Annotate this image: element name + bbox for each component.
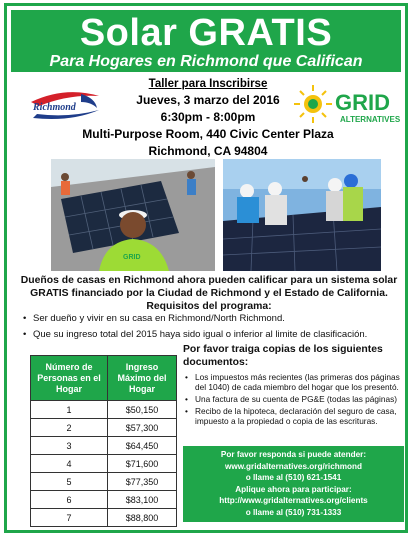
max-income-cell: $71,600: [108, 455, 177, 473]
event-heading: Taller para Inscribirse: [148, 78, 268, 90]
income-limits-table: [30, 355, 177, 527]
documents-section: [183, 343, 405, 428]
apply-phone: o llame al (510) 731-1333: [245, 507, 342, 517]
max-income-cell: $57,300: [108, 419, 177, 437]
max-income-cell: $83,100: [108, 491, 177, 509]
event-time: 6:30pm - 8:00pm: [160, 110, 256, 124]
rsvp-phone: o llame al (510) 621-1541: [245, 473, 342, 483]
requirements-list: [19, 313, 409, 345]
event-location-line2: Richmond, CA 94804: [148, 144, 268, 158]
household-size-cell: 6: [31, 491, 108, 509]
flyer: [4, 3, 408, 533]
household-size-cell: 3: [31, 437, 108, 455]
apply-link[interactable]: http://www.gridalternatives.org/clients: [219, 496, 368, 506]
table-row: [31, 401, 177, 419]
requirement-item: • Ser dueño y vivir en su casa en Richmond/North Richmond.: [19, 313, 409, 325]
photo-homeowner: [51, 159, 215, 271]
table-row: [31, 509, 177, 527]
household-size-cell: 5: [31, 473, 108, 491]
richmond-logo: [29, 88, 101, 120]
sun-icon: [294, 85, 332, 123]
table-row: [31, 473, 177, 491]
grid-logo-name: GRID: [335, 90, 390, 115]
requirement-item: • Que su ingreso total del 2015 haya sido igual o inferior al limite de clasificación.: [19, 329, 409, 341]
column-header-household-size: Número de Personas en el Hogar: [31, 356, 108, 401]
table-row: [31, 419, 177, 437]
max-income-cell: $50,150: [108, 401, 177, 419]
document-item: • Recibo de la hipoteca, declaración del seguro de casa, impuesto a la propiedad o copia de las escrituras.: [183, 406, 405, 426]
apply-heading: Aplique ahora para participar:: [235, 484, 352, 494]
event-date: Jueves, 3 marzo del 2016: [136, 93, 280, 107]
table-header-row: [31, 356, 177, 401]
household-size-cell: 4: [31, 455, 108, 473]
household-size-cell: 1: [31, 401, 108, 419]
richmond-logo-text: Richmond: [33, 102, 76, 113]
rsvp-box: [183, 446, 404, 522]
rsvp-heading: Por favor responda si puede atender:: [220, 450, 367, 459]
rsvp-link[interactable]: www.gridalternatives.org/richmond: [224, 461, 363, 471]
requirements-heading: Requisitos del programa:: [146, 301, 272, 312]
table-row: [31, 491, 177, 509]
intro-text: Dueños de casas en Richmond ahora pueden calificar para un sistema solar GRATIS financiado por la Ciudad de Richmond y el Estado de California.: [20, 275, 398, 299]
grid-alternatives-logo: [293, 82, 408, 127]
table-row: [31, 455, 177, 473]
column-header-max-income: Ingreso Máximo del Hogar: [108, 356, 177, 401]
page-subtitle: Para Hogares en Richmond que Califican: [49, 53, 363, 70]
document-item: • Los impuestos más recientes (las primeras dos páginas del 1040) de cada miembro del hogar que los presentó.: [183, 372, 405, 392]
max-income-cell: $64,450: [108, 437, 177, 455]
household-size-cell: 2: [31, 419, 108, 437]
document-item: • Una factura de su cuenta de PG&E (todas las páginas): [183, 394, 405, 404]
page-title: Solar GRATIS: [79, 12, 333, 54]
max-income-cell: $88,800: [108, 509, 177, 527]
program-intro: [19, 274, 399, 313]
svg-text:GRID: GRID: [123, 254, 141, 261]
header-banner: [11, 10, 401, 72]
event-location-line1: Multi-Purpose Room, 440 Civic Center Plaza: [82, 127, 334, 141]
household-size-cell: 7: [31, 509, 108, 527]
max-income-cell: $77,350: [108, 473, 177, 491]
photo-installers: [223, 159, 381, 271]
documents-heading: Por favor traiga copias de los siguientes documentos:: [183, 344, 383, 368]
grid-logo-tagline: ALTERNATIVES: [340, 115, 401, 124]
event-info: [82, 77, 334, 160]
table-row: [31, 437, 177, 455]
